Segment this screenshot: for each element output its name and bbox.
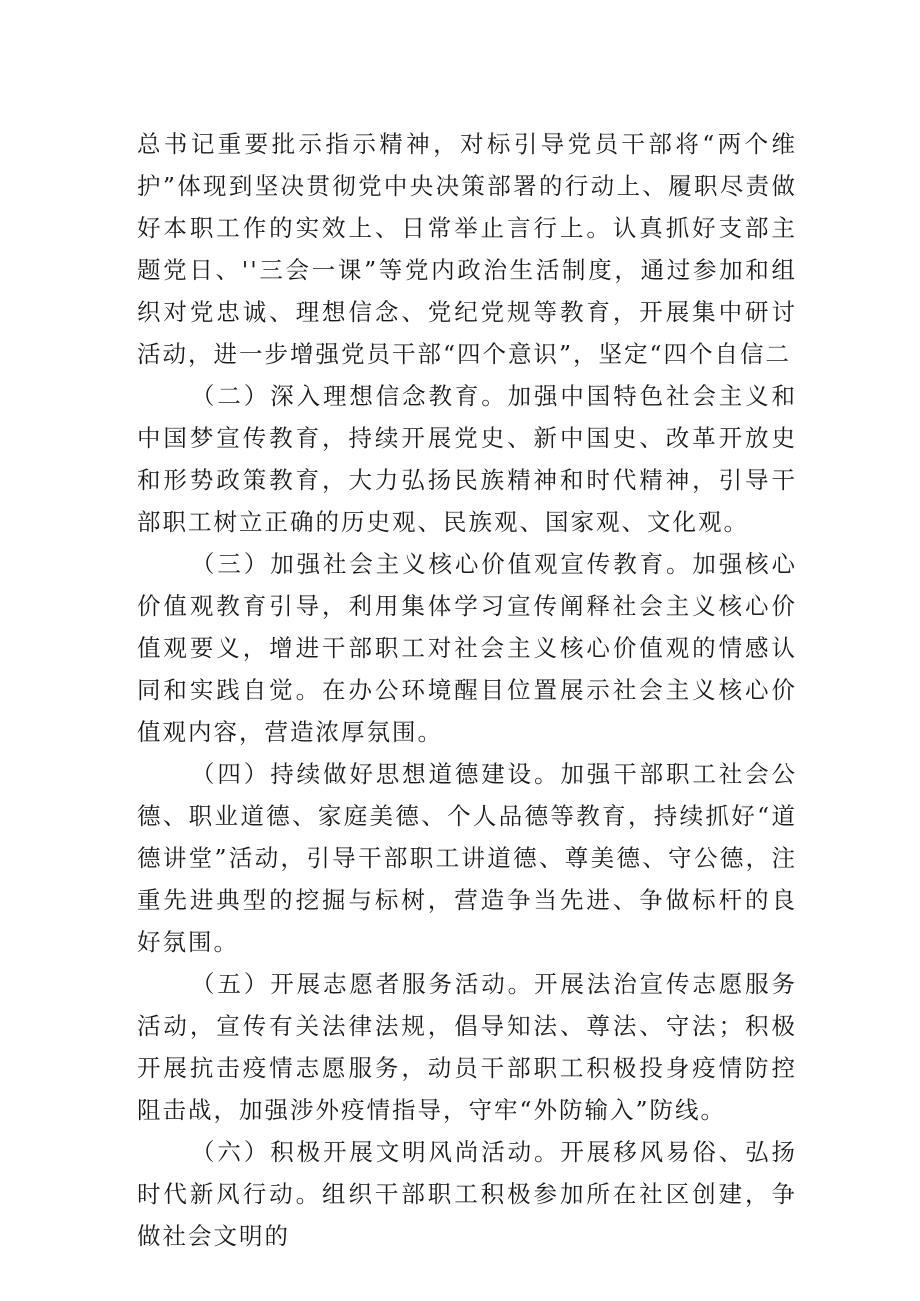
paragraph-section-4: （四）持续做好思想道德建设。加强干部职工社会公德、职业道德、家庭美德、个人品德等教育，持续抓好“道德讲堂”活动，引导干部职工讲道德、尊美德、守公德，注重先进典型的挖掘与标树，营造争当先进、争做标杆的良好氛围。 <box>137 760 797 956</box>
paragraph-section-2: （二）深入理想信念教育。加强中国特色社会主义和中国梦宣传教育，持续开展党史、新中国史、改革开放史和形势政策教育，大力弘扬民族精神和时代精神，引导干部职工树立正确的历史观、民族观、国家观、文化观。 <box>137 382 797 536</box>
document-body <box>137 123 797 1257</box>
paragraph-section-6: （六）积极开展文明风尚活动。开展移风易俗、弘扬时代新风行动。组织干部职工积极参加所在社区创建，争做社会文明的 <box>137 1138 797 1250</box>
paragraph-section-5: （五）开展志愿者服务活动。开展法治宣传志愿服务活动，宣传有关法律法规，倡导知法、尊法、守法；积极开展抗击疫情志愿服务，动员干部职工积极投身疫情防控阻击战，加强涉外疫情指导，守牢“外防输入”防线。 <box>137 970 797 1124</box>
paragraph-continuation: 总书记重要批示指示精神，对标引导党员干部将“两个维护”体现到坚决贯彻党中央决策部署的行动上、履职尽责做好本职工作的实效上、日常举止言行上。认真抓好支部主题党日、''三会一课”等党内政治生活制度，通过参加和组织对党忠诚、理想信念、党纪党规等教育，开展集中研讨活动，进一步增强党员干部“四个意识”，坚定“四个自信二 <box>137 130 797 368</box>
paragraph-section-3: （三）加强社会主义核心价值观宣传教育。加强核心价值观教育引导，利用集体学习宣传阐释社会主义核心价值观要义，增进干部职工对社会主义核心价值观的情感认同和实践自觉。在办公环境醒目位置展示社会主义核心价值观内容，营造浓厚氛围。 <box>137 550 797 746</box>
